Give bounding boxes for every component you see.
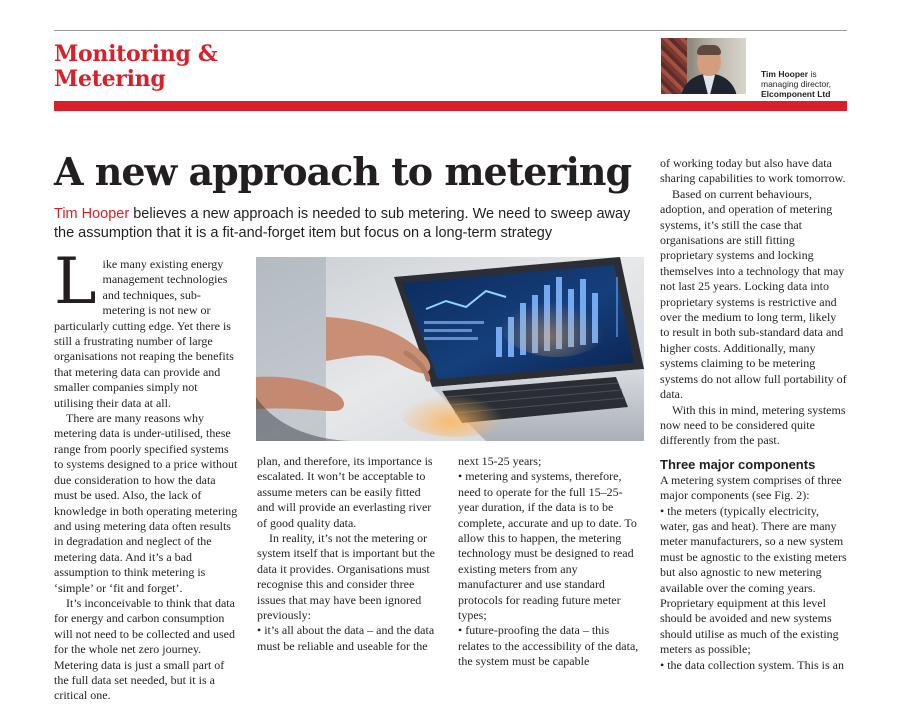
byline-company: Elcomponent Ltd xyxy=(761,89,831,99)
section-title-line-2: Metering xyxy=(54,66,166,92)
paragraph: With this in mind, metering systems now need to be considered quite differently from the past. xyxy=(660,402,846,448)
standfirst-author: Tim Hooper xyxy=(54,206,130,222)
paragraph-text: ike many existing energy management technologies and techniques, sub-metering is not new or particularly cutting edge. Yet there is still a frustrating number of large organisations not reaping the benefits that metering data can provide and smaller companies simply not utilising their data at all. xyxy=(54,257,234,410)
paragraph: Based on current behaviours, adoption, and operation of metering systems, it’s still the case that organisations are still fitting proprietary systems and locking themselves into a technology that may not last 25 years. Locking data into proprietary systems is restrictive and over the medium to long term, likely to result in both sub-standard data and higher costs. Additionally, many systems claiming to be metering systems do not allow full portability of data. xyxy=(660,186,847,402)
section-title xyxy=(54,42,217,92)
paragraph: A metering system comprises of three major components (see Fig. 2): xyxy=(660,472,842,503)
body-column-2 xyxy=(257,454,440,654)
paragraph xyxy=(54,245,238,411)
paragraph: In reality, it’s not the metering or system itself that is important but the data it provides. Organisations must recognise this and consider three issues that may have been ignored previously: xyxy=(257,531,435,623)
paragraph: plan, and therefore, its importance is escalated. It won’t be acceptable to assume meters can be easily fitted and will provide an everlasting river of good quality data. xyxy=(257,454,433,530)
body-column-1 xyxy=(54,245,238,704)
paragraph: • the meters (typically electricity, water, gas and heat). There are many meter manufacturers, so a new system must be agnostic to the existing meters but also agnostic to new metering available over the coming years. Proprietary equipment at this level should be avoided and new systems should utilise as much of the existing meters as possible; xyxy=(660,503,847,657)
subheading: Three major components xyxy=(660,456,816,472)
laptop-photo xyxy=(256,257,644,441)
body-column-3 xyxy=(458,454,641,670)
article-headline: A new approach to metering xyxy=(54,149,632,194)
section-title-line-1: Monitoring & xyxy=(54,41,218,67)
byline-name: Tim Hooper xyxy=(761,69,809,79)
body-column-4 xyxy=(660,156,847,673)
byline-role: is managing director, xyxy=(761,69,831,89)
paragraph: • future-proofing the data – this relates to the accessibility of the data, the system must be capable xyxy=(458,623,639,669)
paragraph: • it’s all about the data – and the data must be reliable and useable for the xyxy=(257,623,435,653)
paragraph: next 15-25 years; xyxy=(458,454,542,468)
article-standfirst xyxy=(54,205,654,243)
paragraph: of working today but also have data sharing capabilities to work tomorrow. xyxy=(660,156,846,186)
paragraph: It’s inconceivable to think that data for energy and carbon consumption will not need to be collected and used for the whole net zero journey. Metering data is just a small part of the full data set needed, but it is a critical one. xyxy=(54,595,235,703)
paragraph: There are many reasons why metering data is under-utilised, these range from poorly specified systems to systems designed to a price without due consideration to how the data must be used. Also, the lack of knowledge in both operating metering and using metering data often results in degradation and neglect of the metering data. And it’s a bad assumption to think metering is ‘simple’ or ‘fit and forget’. xyxy=(54,411,238,595)
drop-cap: L xyxy=(54,245,97,319)
standfirst-text: believes a new approach is needed to sub metering. We need to sweep away the assumption that it is a fit-and-forget item but focus on a long-term strategy xyxy=(54,206,631,241)
paragraph: • metering and systems, therefore, need to operate for the full 15–25-year duration, if the data is to be complete, accurate and up to date. To allow this to happen, the metering technology must be designed to read existing meters from any manufacturer and use standard protocols for reading future meter types; xyxy=(458,469,637,623)
author-byline xyxy=(761,69,847,99)
paragraph: • the data collection system. This is an xyxy=(660,657,844,672)
header-red-bar xyxy=(54,101,847,111)
top-rule xyxy=(54,30,847,31)
author-photo xyxy=(661,38,746,94)
